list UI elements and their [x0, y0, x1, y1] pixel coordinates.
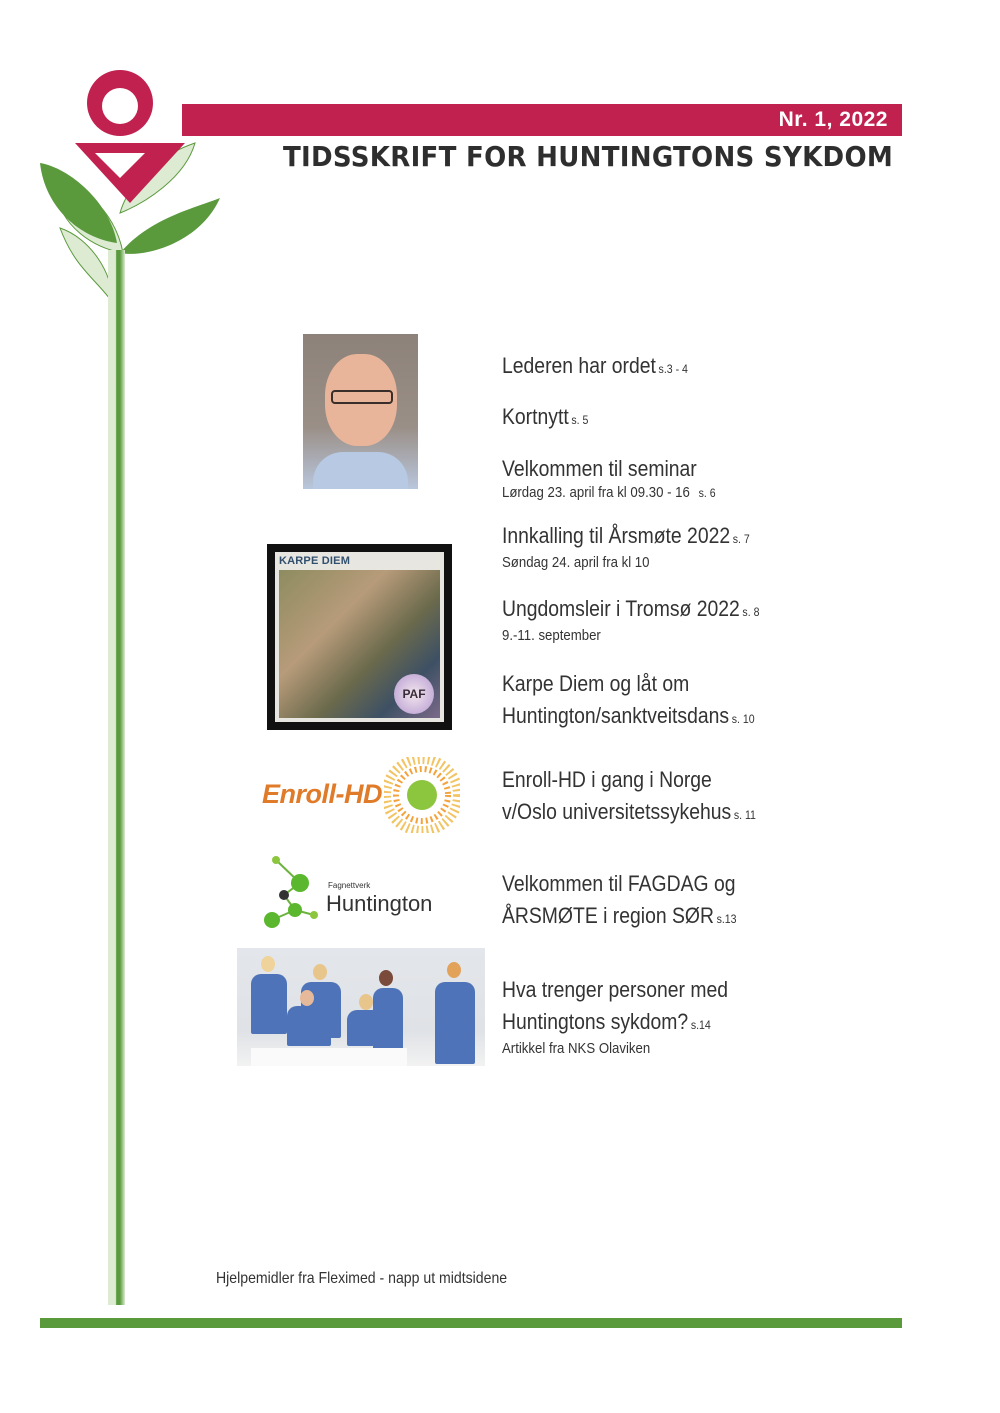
toc-page: s.14: [690, 1018, 711, 1032]
toc-subtitle: Artikkel fra NKS Olaviken: [502, 1040, 651, 1057]
issue-number: Nr. 1, 2022: [778, 108, 888, 131]
toc-title: Huntingtons sykdom?: [502, 1009, 689, 1034]
album-title: KARPE DIEM: [279, 555, 351, 567]
toc-item-arsmote[interactable]: [502, 520, 750, 571]
karpe-diem-album-cover: [267, 544, 452, 730]
toc-title: Hva trenger personer med: [502, 977, 728, 1002]
toc-title: v/Oslo universitetssykehus: [502, 799, 732, 824]
toc-page: s. 11: [733, 808, 756, 822]
fagnettverk-label: Fagnettverk: [328, 881, 371, 890]
toc-title: Innkalling til Årsmøte 2022: [502, 523, 731, 548]
molecule-icon: [262, 855, 326, 930]
huntington-label: Huntington: [326, 891, 433, 916]
toc-title: Lederen har ordet: [502, 353, 656, 378]
toc-item-enroll-hd[interactable]: [502, 764, 756, 831]
magazine-title: TIDSSKRIFT FOR HUNTINGTONS SYKDOM: [283, 140, 894, 173]
toc-title: Enroll-HD i gang i Norge: [502, 767, 712, 792]
toc-title: Velkommen til seminar: [502, 456, 697, 481]
toc-title: Ungdomsleir i Tromsø 2022: [502, 596, 740, 621]
toc-page: s. 5: [571, 413, 589, 427]
toc-page: s. 8: [742, 605, 760, 619]
toc-page: s. 7: [732, 532, 750, 546]
toc-item-ungdomsleir[interactable]: [502, 593, 759, 644]
toc-title: Kortnytt: [502, 404, 569, 429]
leaf-stem: [108, 250, 125, 1305]
enroll-hd-logo: [262, 757, 462, 833]
bottom-green-bar: [40, 1318, 902, 1328]
toc-item-fagdag[interactable]: [502, 868, 737, 935]
toc-page: s. 10: [731, 712, 755, 726]
header-bar: [182, 104, 902, 136]
toc-subtitle: Søndag 24. april fra kl 10: [502, 554, 650, 571]
toc-item-seminar[interactable]: [502, 453, 716, 501]
toc-title: Karpe Diem og låt om: [502, 671, 690, 696]
leader-photo: [303, 334, 418, 489]
toc-item-nks-olaviken[interactable]: [502, 974, 728, 1057]
toc-title: Huntington/sanktveitsdans: [502, 703, 730, 728]
toc-subtitle: Lørdag 23. april fra kl 09.30 - 16: [502, 484, 690, 501]
toc-page: s. 6: [698, 486, 716, 500]
nks-olaviken-staff-photo: [237, 948, 485, 1066]
toc-item-lederen[interactable]: [502, 350, 688, 385]
fagnettverk-huntington-logo: [262, 855, 462, 930]
footer-note: Hjelpemidler fra Fleximed - napp ut midtsidene: [216, 1270, 508, 1287]
toc-subtitle: 9.-11. september: [502, 627, 601, 644]
paf-badge: PAF: [394, 674, 434, 714]
toc-title: ÅRSMØTE i region SØR: [502, 903, 714, 928]
sun-dots-icon: [384, 757, 460, 833]
toc-title: Velkommen til FAGDAG og: [502, 871, 736, 896]
toc-item-kortnytt[interactable]: [502, 401, 588, 436]
toc-page: s.13: [716, 912, 737, 926]
toc-item-karpe-diem[interactable]: [502, 668, 755, 735]
toc-page: s.3 - 4: [658, 362, 688, 376]
enroll-hd-wordmark: Enroll-HD: [262, 779, 382, 809]
